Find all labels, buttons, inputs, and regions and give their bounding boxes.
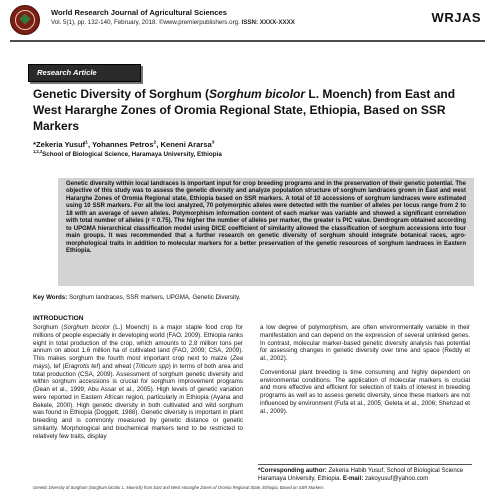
intro-p1-triticum: Triticum spp: [135, 362, 169, 370]
intro-p1-text-c: ), tef (: [47, 362, 65, 370]
affiliation: [33, 148, 222, 158]
right-column: [260, 324, 470, 421]
corresponding-label: *Corresponding author:: [258, 467, 327, 474]
article-title: [33, 86, 473, 134]
keywords-text: Sorghum landraces, SSR markers, UPGMA, Genetic Diversity.: [69, 294, 241, 301]
author-2: , Yohannes Petros: [87, 140, 154, 149]
author-1-sup: 1: [85, 140, 88, 146]
intro-p1-text-e: ) in terms of both area and total production (CSA, 2009). Assessment of sorghum genetic diversity and within sorghum accessions is crucial for sorghum improvement programs (Dean et al., 1999; Abu Assar et al., 2005). High levels of genetic variation were reported in Eastern African region, particularly in Ethiopia (Ayana and Bekele, 2000). High genetic diversity in both cultivated and wild sorghum was found in Ethiopia (Doggett, 1988). Genetic diversity is important in plant breeding and is commonly measured by genetic distance or genetic similarity. Morphological and biochemical markers tend to be restricted to relatively few traits, display: [33, 362, 243, 440]
publisher-logo: [10, 5, 40, 35]
title-species: Sorghum bicolor: [209, 87, 306, 101]
journal-name: World Research Journal of Agricultural Sciences: [51, 8, 227, 17]
intro-p1-text-d: ) and wheat (: [98, 362, 136, 370]
keywords: [33, 294, 240, 301]
author-3: , Keneni Ararsa: [156, 140, 212, 149]
intro-p1-eragrostis: Eragrotis tef: [64, 362, 99, 370]
affiliation-sup: 1,2,3: [33, 148, 43, 154]
introduction-heading: INTRODUCTION: [33, 315, 84, 322]
intro-p1-text-a: Sorghum (: [33, 324, 64, 331]
email-label: E-mail:: [342, 474, 364, 482]
issn: ISSN: XXXX-XXXX: [241, 19, 295, 26]
intro-p1-species: Sorghum bicolor: [63, 324, 110, 331]
author-1: *Zekeria Yusuf: [33, 140, 86, 149]
corresponding-email: zakoyusuf@yahoo.com: [364, 474, 429, 482]
corresponding-author: [258, 464, 472, 482]
title-part-2: L. Moench) from East and West Hararghe Zones of Oromia Regional State, Ethiopia, Based on SSR Markers: [33, 87, 456, 133]
intro-p1-text-b: (L.) Moench) is a major staple food crop for millions of people especially in developing world (FAO, 2009). Ethiopia ranks eight in total production of the crop, which amounts to 2.8 million tons per annum on about 1.6 million ha of cultivated land (FAO, 2009; CSA, 2009). This makes sorghum the fourth most important crop next to maize (: [33, 324, 243, 362]
intro-paragraph-1: [33, 324, 243, 440]
intro-paragraph-2: a low degree of polymorphism, are often environmentally variable in their manifestation and can depend on the expression of several unlinked genes. In contrast, molecular marker-based genetic diversity analysis has potential for assessing changes in genetic diversity over time and space (Reddy et al., 2002).: [260, 324, 470, 362]
affiliation-text: School of Biological Science, Haramaya University, Ethiopia: [42, 151, 222, 158]
author-list: [33, 140, 214, 149]
intro-paragraph-3: Conventional plant breeding is time consuming and highly dependent on environmental conditions. The application of molecular markers is crucial and more effective and efficient for selection of traits of interest in breeding programs as well as to assess genetic diversity, since these markers are not influenced by environment (Fufa et al., 2005; Geleta et al., 2006; Shehzad et al., 2009).: [260, 368, 470, 415]
journal-issue-info: [51, 19, 295, 26]
intro-p1-zea: Zea mays: [33, 355, 243, 370]
author-3-sup: 3: [211, 140, 215, 146]
author-2-sup: 2: [153, 140, 157, 146]
running-footer: Genetic Diversity of Sorghum (Sorghum bicolor L. Moench) from East and West Hararghe Zones of Oromia Regional State, Ethiopia, Based on SSR Markers: [33, 485, 324, 490]
abstract-box: [58, 178, 474, 286]
left-column: [33, 324, 243, 446]
abstract-text: Genetic diversity within local landraces is important input for crop breeding programs and in the preservation of their genetic potential. The objective of this study was to assess the genetic diversity and analyze population structure of sorghum landraces grown in East and west Hararghe Zones of Oromia Regional state, Ethiopia based on SSR markers. A total of 10 accessions of sorghum landraces were estimated using 10 SSR markers. For all the loci analyzed, 70 polymorphic alleles were detected with the number of alleles per locus range from 2 to 18 with an average of seven alleles. Polymorphism information content of each marker was variable and showed a significant correlation with total number of alleles (r = 0.75). The higher the number of alleles per marker, the greater is PIC value. Dendrogram obtained according to UPGMA hierarchical classification model using DICE coefficient of similarity allowed the classification of sorghum accessions into four main groups. It was recommended that a further research on genetic diversity of sorghum should integrate botanical races, agro-morphological traits in addition to molecular markers for a better preservation of the genetic resources of sorghum landraces in Eastern Ethiopia.: [66, 181, 466, 255]
issue-info: Vol. 5(1), pp. 132-140, February, 2018. ©www.premierpublishers.org.: [51, 19, 240, 26]
corresponding-text: Zekeria Habib Yusuf, School of Biological Science Haramaya University, Ethiopia.: [258, 467, 464, 482]
keywords-label: Key Words:: [33, 294, 68, 301]
header-divider: [10, 40, 485, 42]
article-type-label: Research Article: [37, 68, 97, 77]
title-part-1: Genetic Diversity of Sorghum (: [33, 87, 210, 101]
journal-abbreviation: WRJAS: [431, 10, 481, 25]
article-type-banner: [28, 64, 141, 82]
